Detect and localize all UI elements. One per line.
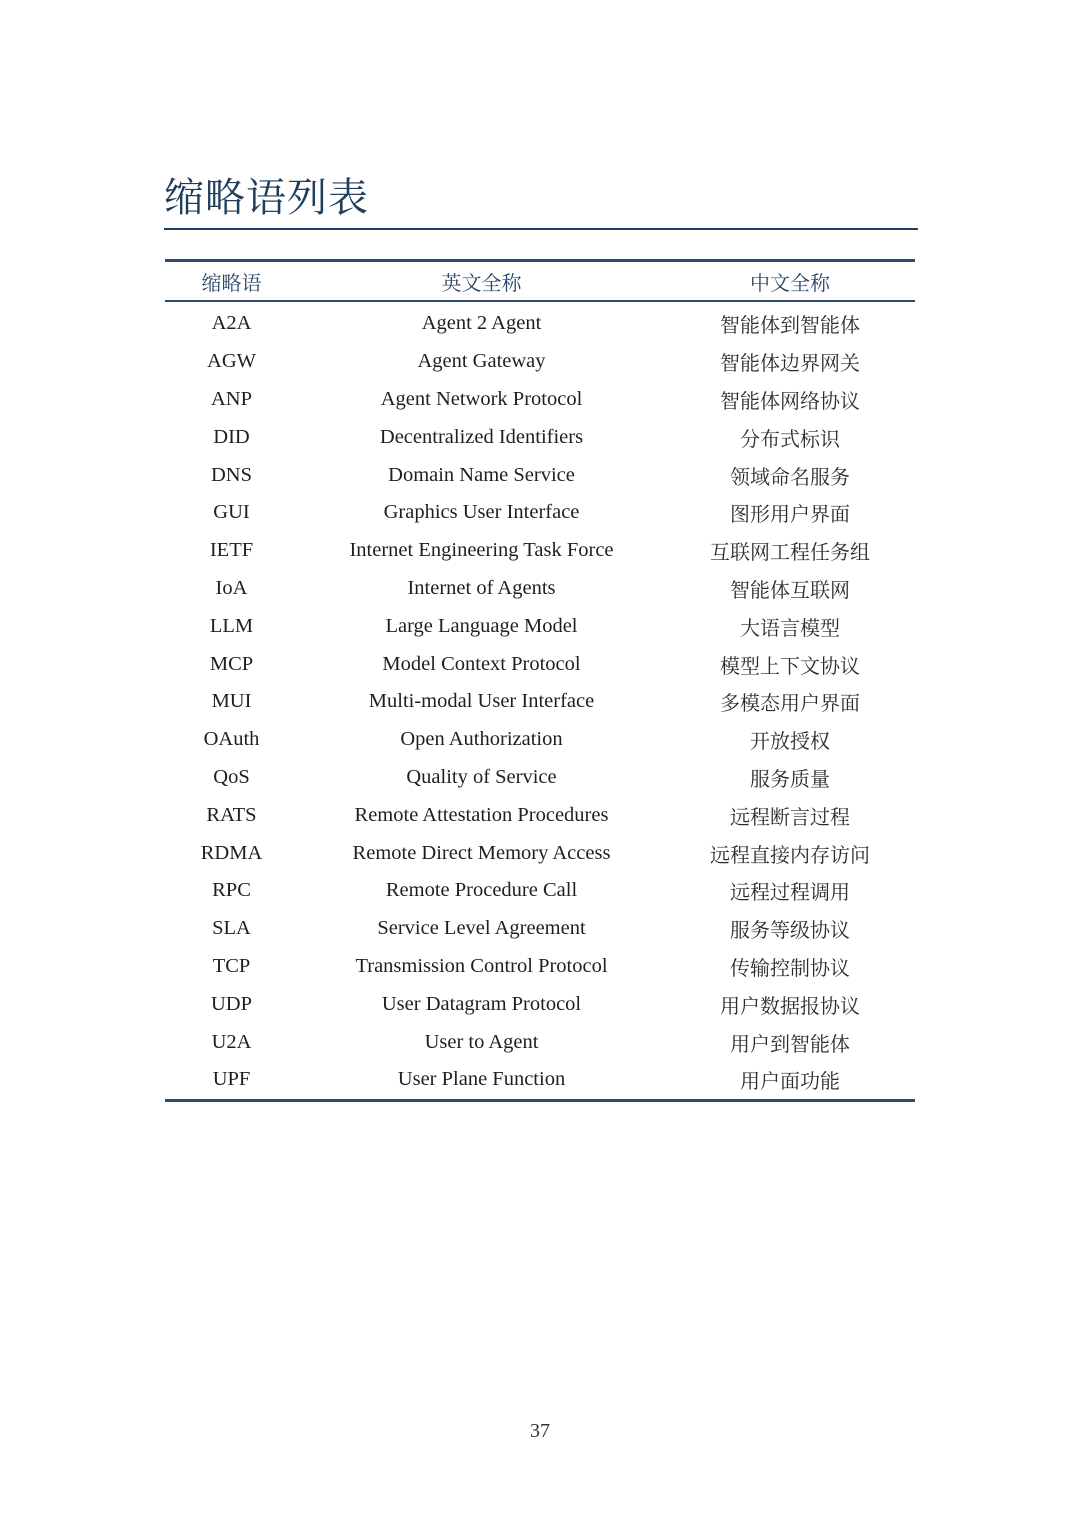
abbreviation-cell: TCP (212, 954, 251, 977)
chinese-name-cell: 智能体到智能体 (720, 313, 860, 338)
abbreviation-cell: A2A (211, 312, 252, 335)
chinese-name-cell: 图形用户界面 (730, 502, 850, 527)
abbreviation-cell: QoS (213, 765, 250, 788)
chinese-name-cell: 远程过程调用 (730, 880, 850, 905)
table-row (165, 607, 915, 645)
english-name-cell: Multi-modal User Interface (368, 690, 595, 713)
page-number: 37 (530, 1420, 550, 1442)
abbreviation-cell: RDMA (200, 841, 263, 864)
chinese-name-cell: 服务质量 (750, 766, 830, 791)
table-row (165, 570, 915, 608)
abbreviation-cell: MCP (209, 652, 254, 675)
abbreviation-cell: DNS (210, 463, 252, 486)
abbreviation-cell: RATS (206, 803, 257, 826)
english-name-cell: Open Authorization (400, 728, 563, 751)
english-name-cell: Agent Gateway (417, 350, 546, 373)
abbreviation-cell: IoA (215, 576, 248, 599)
table-row (165, 645, 915, 683)
chinese-name-cell: 服务等级协议 (730, 918, 850, 943)
chinese-name-cell: 开放授权 (750, 729, 830, 754)
english-name-cell: Model Context Protocol (382, 652, 581, 675)
table-row (165, 343, 915, 381)
table-row (165, 381, 915, 419)
page-title: 缩略语列表 (164, 175, 369, 221)
english-name-cell: Transmission Control Protocol (355, 954, 608, 977)
table-row (165, 834, 915, 872)
abbreviation-cell: UDP (210, 992, 252, 1015)
abbreviation-cell: IETF (209, 539, 254, 562)
english-name-cell: Internet of Agents (407, 576, 556, 599)
chinese-name-cell: 领域命名服务 (730, 464, 850, 489)
table-row (165, 721, 915, 759)
abbreviation-cell: RPC (212, 879, 251, 902)
table-header-row (165, 261, 915, 302)
title-divider (164, 228, 918, 230)
abbreviation-cell: AGW (207, 350, 256, 373)
abbreviation-cell: LLM (209, 614, 254, 637)
table-row (165, 301, 915, 343)
abbreviation-cell: ANP (210, 387, 252, 410)
abbreviation-table (165, 259, 915, 1102)
english-name-cell: Agent 2 Agent (421, 312, 542, 335)
chinese-name-cell: 智能体网络协议 (720, 388, 860, 413)
english-name-cell: User Datagram Protocol (381, 992, 582, 1015)
table-row (165, 418, 915, 456)
english-name-cell: Domain Name Service (388, 463, 575, 486)
chinese-name-cell: 用户面功能 (665, 1061, 915, 1100)
table-row (165, 796, 915, 834)
english-name-cell: User to Agent (424, 1030, 539, 1053)
table-row (165, 494, 915, 532)
english-name-cell: Remote Attestation Procedures (354, 803, 609, 826)
abbreviation-cell: SLA (212, 917, 251, 940)
abbreviation-cell: GUI (213, 501, 250, 524)
english-name-cell: Decentralized Identifiers (379, 425, 584, 448)
chinese-name-cell: 用户数据报协议 (720, 993, 860, 1018)
chinese-name-cell: 传输控制协议 (730, 955, 850, 980)
chinese-name-cell: 互联网工程任务组 (710, 540, 870, 565)
english-name-cell: Large Language Model (385, 614, 578, 637)
chinese-name-cell: 大语言模型 (740, 615, 840, 640)
header-english-name: 英文全称 (298, 261, 665, 302)
english-name-cell: Remote Procedure Call (385, 879, 578, 902)
abbreviation-cell: U2A (211, 1030, 252, 1053)
table-row (165, 456, 915, 494)
chinese-name-cell: 智能体边界网关 (720, 351, 860, 376)
table-row (165, 948, 915, 986)
table-row (165, 683, 915, 721)
english-name-cell: Remote Direct Memory Access (352, 841, 611, 864)
table-row (165, 1023, 915, 1061)
abbreviation-cell: DID (213, 425, 250, 448)
chinese-name-cell: 远程断言过程 (730, 804, 850, 829)
chinese-name-cell: 模型上下文协议 (720, 653, 860, 678)
chinese-name-cell: 用户到智能体 (730, 1031, 850, 1056)
english-name-cell: Agent Network Protocol (380, 387, 583, 410)
table-row (165, 532, 915, 570)
english-name-cell: Service Level Agreement (377, 917, 586, 940)
header-abbreviation: 缩略语 (165, 261, 298, 302)
chinese-name-cell: 分布式标识 (740, 426, 840, 451)
table-row (165, 872, 915, 910)
english-name-cell: Graphics User Interface (383, 501, 580, 524)
english-name-cell: User Plane Function (298, 1061, 665, 1100)
table-row (165, 759, 915, 797)
abbreviation-cell: OAuth (203, 728, 260, 751)
chinese-name-cell: 智能体互联网 (730, 577, 850, 602)
abbreviation-cell: UPF (165, 1061, 298, 1100)
english-name-cell: Quality of Service (406, 765, 557, 788)
table-body (165, 301, 915, 1100)
english-name-cell: Internet Engineering Task Force (349, 539, 614, 562)
chinese-name-cell: 远程直接内存访问 (710, 842, 870, 867)
chinese-name-cell: 多模态用户界面 (720, 691, 860, 716)
table-row (165, 910, 915, 948)
abbreviation-cell: MUI (211, 690, 252, 713)
table-row (165, 985, 915, 1023)
table-row (165, 1061, 915, 1100)
header-chinese-name: 中文全称 (665, 261, 915, 302)
